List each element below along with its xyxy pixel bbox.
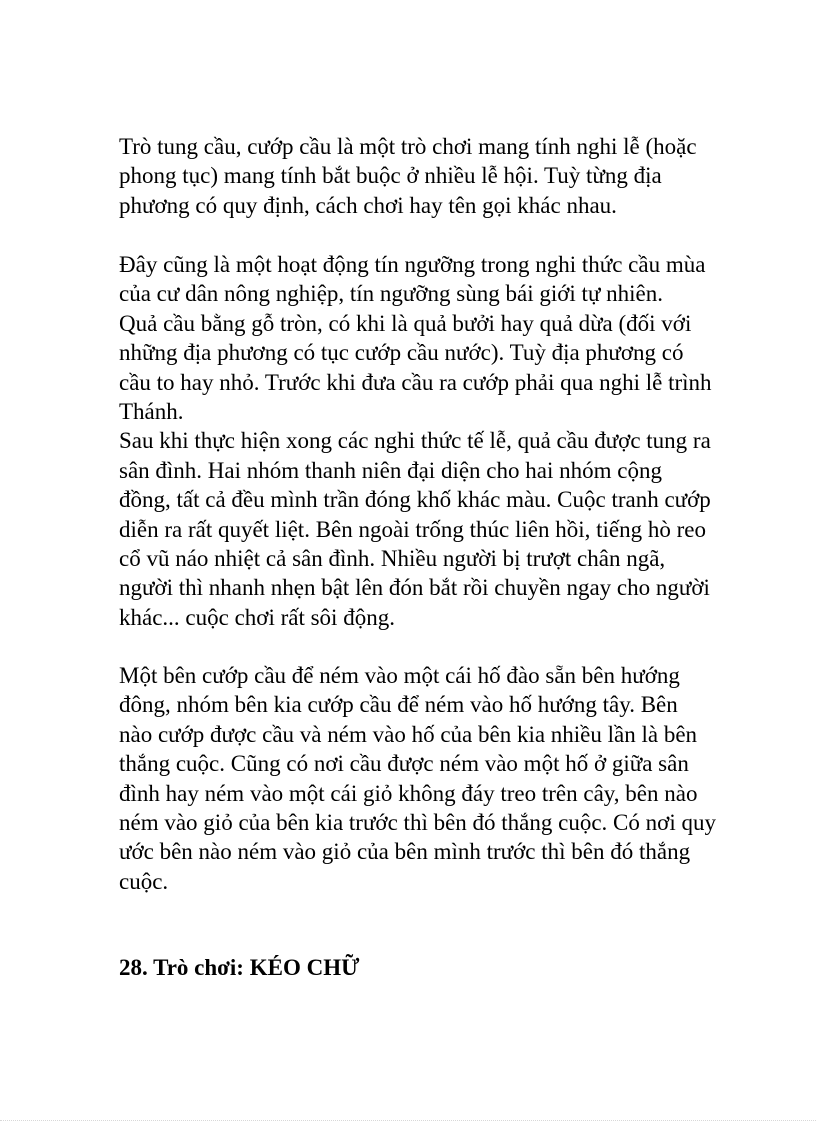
paragraph-line: Một bên cướp cầu để ném vào một cái hố đào sẵn bên hướng xyxy=(119,663,680,688)
paragraph-line: phương có quy định, cách chơi hay tên gọi khác nhau. xyxy=(119,192,617,218)
paragraph-line: thắng cuộc. Cũng có nơi cầu được ném vào một hố ở giữa sân xyxy=(119,751,689,777)
paragraph-line: của cư dân nông nghiệp, tín ngưỡng sùng bái giới tự nhiên. xyxy=(119,281,664,307)
paragraph-line: nào cướp được cầu và ném vào hố của bên kia nhiều lần là bên xyxy=(119,721,698,747)
section-heading: 28. Trò chơi: KÉO CHỮ xyxy=(119,955,360,980)
paragraph-line: cổ vũ náo nhiệt cả sân đình. Nhiều người bị trượt chân ngã, xyxy=(119,545,666,571)
paragraph-line: Quả cầu bằng gỗ tròn, có khi là quả bưởi hay quả dừa (đối với xyxy=(119,310,692,336)
paragraph-line: đồng, tất cả đều mình trần đóng khố khác màu. Cuộc tranh cướp xyxy=(119,487,711,513)
paragraph-line: đình hay ném vào một cái giỏ không đáy treo trên cây, bên nào xyxy=(119,780,698,806)
paragraph-line: người thì nhanh nhẹn bật lên đón bắt rồi chuyền ngay cho người xyxy=(119,575,710,601)
paragraph-3 xyxy=(119,661,759,896)
paragraph-line: ném vào giỏ của bên kia trước thì bên đó thắng cuộc. Có nơi quy xyxy=(119,809,716,835)
paragraph-2 xyxy=(119,250,759,632)
paragraph-line: khác... cuộc chơi rất sôi động. xyxy=(119,604,395,630)
paragraph-line: phong tục) mang tính bắt buộc ở nhiều lễ hội. Tuỳ từng địa xyxy=(119,163,662,189)
paragraph-1 xyxy=(119,132,759,220)
paragraph-line: đông, nhóm bên kia cướp cầu để ném vào hố hướng tây. Bên xyxy=(119,692,678,718)
paragraph-line: những địa phương có tục cướp cầu nước). Tuỳ địa phương có xyxy=(119,340,684,366)
page-bottom-divider xyxy=(0,1120,816,1121)
paragraph-line: cuộc. xyxy=(119,868,169,894)
paragraph-line: Trò tung cầu, cướp cầu là một trò chơi mang tính nghi lễ (hoặc xyxy=(119,134,697,159)
paragraph-line: Sau khi thực hiện xong các nghi thức tế lễ, quả cầu được tung ra xyxy=(119,428,711,454)
paragraph-line: cầu to hay nhỏ. Trước khi đưa cầu ra cướp phải qua nghi lễ trình xyxy=(119,369,712,395)
paragraph-line: sân đình. Hai nhóm thanh niên đại diện cho hai nhóm cộng xyxy=(119,457,662,483)
paragraph-line: ước bên nào ném vào giỏ của bên mình trước thì bên đó thắng xyxy=(119,839,691,865)
paragraph-line: Thánh. xyxy=(119,398,184,424)
paragraph-line: Đây cũng là một hoạt động tín ngưỡng trong nghi thức cầu mùa xyxy=(119,252,706,277)
paragraph-line: diễn ra rất quyết liệt. Bên ngoài trống thúc liên hồi, tiếng hò reo xyxy=(119,516,706,542)
